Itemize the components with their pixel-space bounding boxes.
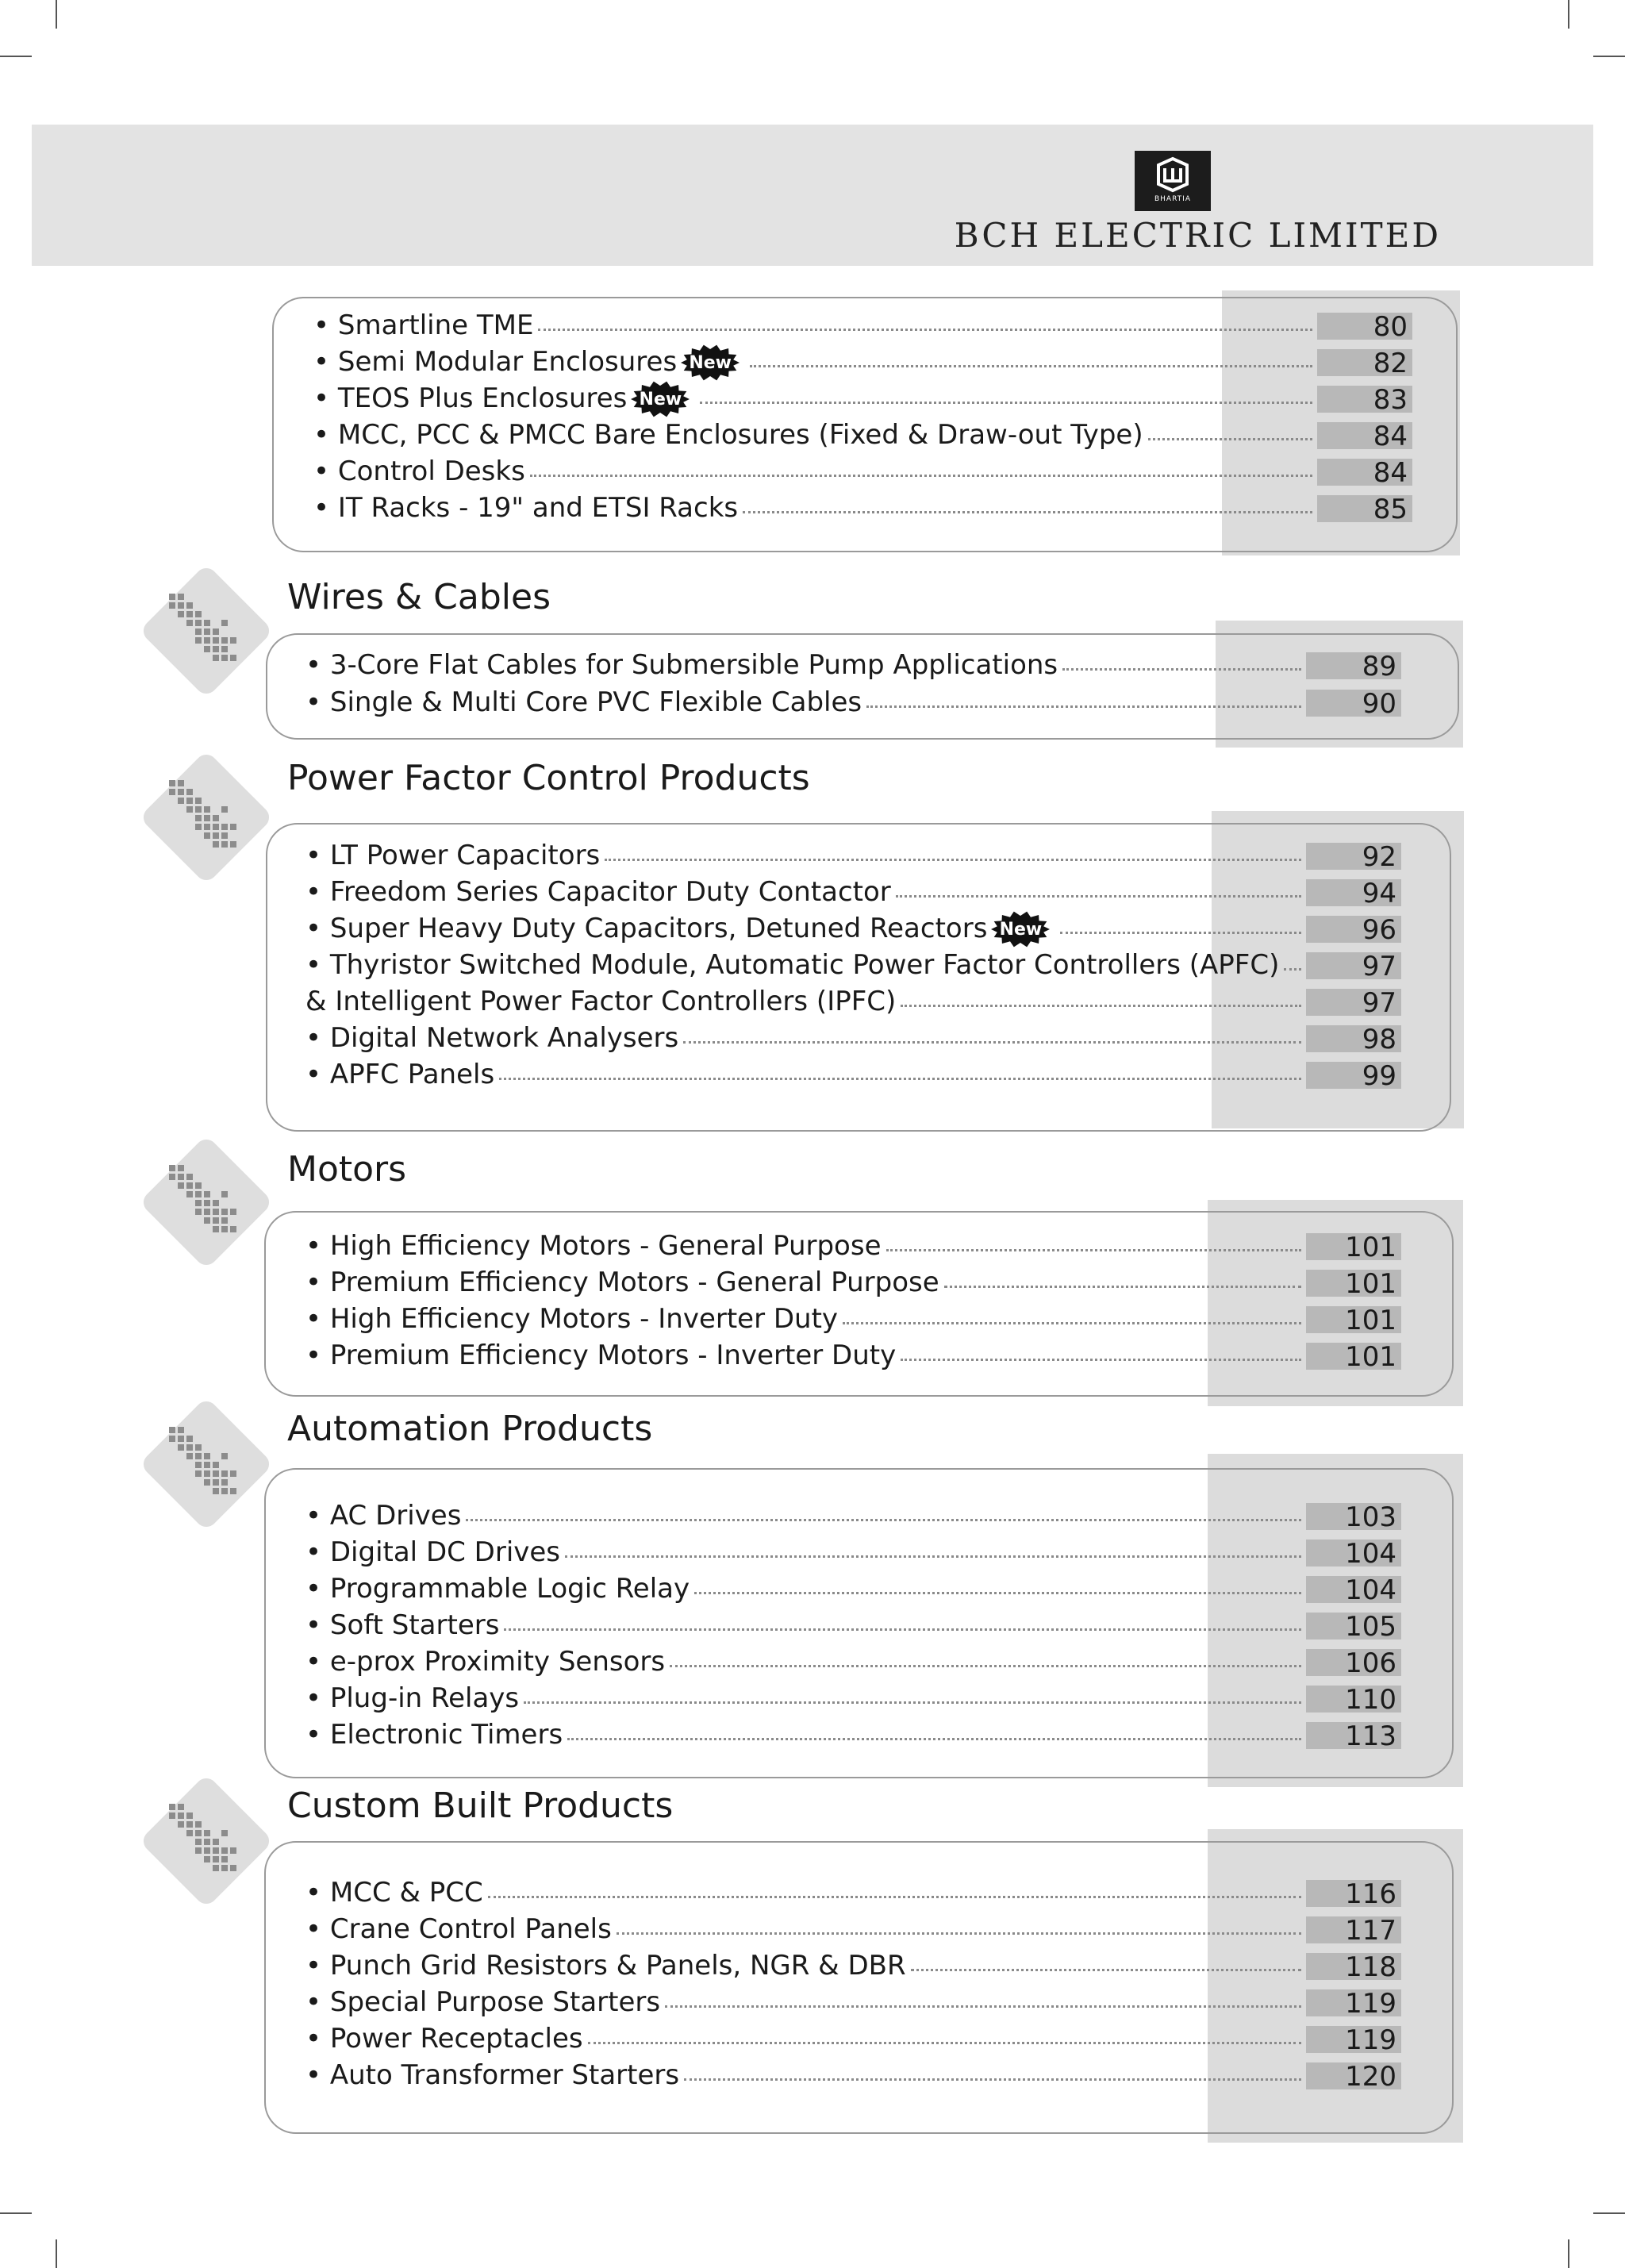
- toc-entry[interactable]: [305, 1340, 1401, 1373]
- dot-leader: [499, 1077, 1301, 1080]
- page-number: 98: [1306, 1025, 1401, 1052]
- page-number: 94: [1306, 879, 1401, 906]
- dot-leader: [896, 894, 1301, 898]
- crop-mark: [1593, 56, 1625, 57]
- dot-leader: [694, 1591, 1301, 1594]
- toc-entry-title: • Single & Multi Core PVC Flexible Cables: [305, 686, 862, 718]
- toc-entry-title: • AC Drives: [305, 1500, 462, 1532]
- page-number: 82: [1317, 349, 1412, 376]
- toc-entry[interactable]: [313, 382, 1412, 416]
- toc-entry[interactable]: [305, 1986, 1401, 2020]
- new-badge: [680, 344, 740, 382]
- page-number: 83: [1317, 386, 1412, 413]
- new-badge: [630, 380, 690, 418]
- crop-mark: [0, 2212, 32, 2214]
- toc-entry-title: • TEOS Plus Enclosures: [313, 382, 628, 414]
- toc-entry-title: • Soft Starters: [305, 1609, 500, 1641]
- dot-leader: [504, 1628, 1301, 1631]
- toc-entry-title: • Plug-in Relays: [305, 1682, 520, 1714]
- crop-mark: [56, 0, 57, 29]
- new-badge-label: New: [639, 390, 682, 409]
- crop-mark: [1568, 2239, 1569, 2268]
- toc-entry-title: • Digital DC Drives: [305, 1536, 561, 1568]
- dot-leader: [911, 1968, 1301, 1971]
- new-badge-label: New: [689, 353, 732, 373]
- dot-leader: [843, 1321, 1301, 1324]
- toc-entry[interactable]: [305, 1719, 1401, 1752]
- toc-entry[interactable]: [305, 1913, 1401, 1947]
- toc-entry[interactable]: [305, 1022, 1401, 1055]
- page-number: 119: [1306, 1989, 1401, 2016]
- toc-entry[interactable]: [305, 1059, 1401, 1092]
- dot-leader: [588, 2041, 1301, 2044]
- dot-leader: [524, 1701, 1301, 1704]
- dot-leader: [567, 1737, 1301, 1740]
- toc-entry-title: • Punch Grid Resistors & Panels, NGR & DBR: [305, 1950, 906, 1982]
- dot-leader: [700, 401, 1312, 404]
- page-number: 120: [1306, 2062, 1401, 2089]
- page-number: 117: [1306, 1916, 1401, 1943]
- page-number: 89: [1306, 652, 1401, 679]
- toc-entry[interactable]: [313, 346, 1412, 379]
- section-title: Automation Products: [287, 1409, 653, 1449]
- page-number: 103: [1306, 1503, 1401, 1530]
- page-number: 104: [1306, 1576, 1401, 1603]
- page-number: 113: [1306, 1722, 1401, 1749]
- crop-mark: [0, 56, 32, 57]
- toc-entry[interactable]: [305, 949, 1401, 982]
- page-number: 106: [1306, 1649, 1401, 1676]
- toc-entry-title: • Semi Modular Enclosures: [313, 346, 678, 378]
- page-number: 118: [1306, 1953, 1401, 1980]
- toc-entry-title: • Digital Network Analysers: [305, 1022, 679, 1054]
- toc-entry-title: • IT Racks - 19" and ETSI Racks: [313, 492, 739, 524]
- toc-entry-title: • High Efficiency Motors - Inverter Duty: [305, 1303, 839, 1335]
- toc-entry[interactable]: [305, 2059, 1401, 2093]
- section-title: Motors: [287, 1149, 407, 1190]
- toc-entry-title: • MCC & PCC: [305, 1877, 483, 1909]
- toc-entry[interactable]: [305, 649, 1401, 682]
- toc-entry[interactable]: [305, 1877, 1401, 1910]
- toc-entry[interactable]: [305, 1950, 1401, 1983]
- toc-entry-title: • Control Desks: [313, 456, 525, 487]
- page-number: 90: [1306, 690, 1401, 717]
- dot-leader: [683, 1040, 1301, 1044]
- dot-leader: [670, 1664, 1301, 1667]
- toc-entry[interactable]: [305, 1303, 1401, 1336]
- section-grid-icon: [163, 1420, 250, 1511]
- page-number: 116: [1306, 1880, 1401, 1907]
- page-number: 101: [1306, 1343, 1401, 1370]
- toc-entry[interactable]: [313, 492, 1412, 525]
- toc-entry[interactable]: [305, 876, 1401, 909]
- toc-entry-title: • High Efficiency Motors - General Purpose: [305, 1230, 882, 1262]
- section-title: Custom Built Products: [287, 1786, 674, 1826]
- toc-entry-title: • 3-Core Flat Cables for Submersible Pump Applications: [305, 649, 1058, 681]
- toc-entry-title: • Premium Efficiency Motors - General Purpose: [305, 1267, 939, 1298]
- toc-entry[interactable]: [305, 840, 1401, 873]
- toc-entry[interactable]: [305, 1609, 1401, 1643]
- toc-entry[interactable]: [305, 2023, 1401, 2056]
- toc-entry[interactable]: [313, 419, 1412, 452]
- page-number: 110: [1306, 1686, 1401, 1713]
- dot-leader: [538, 328, 1312, 331]
- toc-entry-title: • Auto Transformer Starters: [305, 2059, 680, 2091]
- page-number: 105: [1306, 1613, 1401, 1639]
- logo-caption: BHARTIA: [1154, 195, 1191, 203]
- page-number: 101: [1306, 1270, 1401, 1297]
- page-number: 97: [1306, 989, 1401, 1016]
- toc-entry-title: • Special Purpose Starters: [305, 1986, 661, 2018]
- toc-entry-title: • Electronic Timers: [305, 1719, 563, 1751]
- section-grid-icon: [163, 774, 250, 864]
- crop-mark: [1593, 2212, 1625, 2214]
- toc-entry-title: • APFC Panels: [305, 1059, 495, 1090]
- toc-entry-title: • Super Heavy Duty Capacitors, Detuned Reactors: [305, 913, 988, 944]
- section-grid-icon: [163, 587, 250, 678]
- dot-leader: [866, 705, 1301, 708]
- toc-entry[interactable]: [305, 1230, 1401, 1263]
- crop-mark: [1568, 0, 1569, 29]
- dot-leader: [750, 364, 1312, 367]
- dot-leader: [565, 1555, 1301, 1558]
- toc-entry-title: • Crane Control Panels: [305, 1913, 612, 1945]
- dot-leader: [886, 1248, 1302, 1251]
- crop-mark: [56, 2239, 57, 2268]
- dot-leader: [1284, 967, 1301, 971]
- new-badge: [990, 910, 1051, 948]
- page-number: 101: [1306, 1306, 1401, 1333]
- toc-entry-title: • Programmable Logic Relay: [305, 1573, 690, 1605]
- page-number: 97: [1306, 952, 1401, 979]
- toc-entry[interactable]: [305, 1682, 1401, 1716]
- toc-entry[interactable]: [305, 686, 1401, 720]
- toc-entry[interactable]: [313, 309, 1412, 343]
- page-number: 104: [1306, 1540, 1401, 1566]
- page-number: 84: [1317, 459, 1412, 486]
- dot-leader: [743, 510, 1312, 513]
- dot-leader: [1148, 437, 1312, 440]
- dot-leader: [617, 1932, 1301, 1935]
- toc-entry[interactable]: [305, 913, 1401, 946]
- toc-entry[interactable]: [305, 1573, 1401, 1606]
- page-number: 101: [1306, 1233, 1401, 1260]
- company-logo: [1135, 151, 1211, 211]
- toc-entry[interactable]: [305, 1267, 1401, 1300]
- toc-entry-title: • LT Power Capacitors: [305, 840, 601, 871]
- page-number: 96: [1306, 916, 1401, 943]
- dot-leader: [901, 1358, 1301, 1361]
- toc-entry[interactable]: [305, 1646, 1401, 1679]
- toc-entry-title: • Premium Efficiency Motors - Inverter Duty: [305, 1340, 897, 1371]
- page-number: 85: [1317, 495, 1412, 522]
- section-grid-icon: [163, 1797, 250, 1888]
- toc-entry-title: • Freedom Series Capacitor Duty Contactor: [305, 876, 891, 908]
- company-name: BCH ELECTRIC LIMITED: [954, 216, 1441, 255]
- dot-leader: [1060, 931, 1301, 934]
- dot-leader: [530, 474, 1312, 477]
- section-title: Wires & Cables: [287, 577, 551, 617]
- dot-leader: [665, 2005, 1301, 2008]
- page-number: 99: [1306, 1062, 1401, 1089]
- toc-entry-title: • e-prox Proximity Sensors: [305, 1646, 666, 1678]
- toc-entry[interactable]: [305, 1536, 1401, 1570]
- page-number: 92: [1306, 843, 1401, 870]
- toc-entry[interactable]: [313, 456, 1412, 489]
- toc-entry-title: & Intelligent Power Factor Controllers (IPFC): [305, 986, 897, 1017]
- new-badge-label: New: [999, 920, 1043, 940]
- logo-mark-icon: [1149, 156, 1197, 194]
- page-number: 80: [1317, 313, 1412, 340]
- section-title: Power Factor Control Products: [287, 758, 810, 798]
- dot-leader: [605, 858, 1301, 861]
- toc-entry-title: • MCC, PCC & PMCC Bare Enclosures (Fixed & Draw-out Type): [313, 419, 1143, 451]
- dot-leader: [901, 1004, 1301, 1007]
- toc-entry[interactable]: [305, 1500, 1401, 1533]
- dot-leader: [1062, 667, 1301, 671]
- dot-leader: [944, 1285, 1301, 1288]
- toc-entry-title: • Thyristor Switched Module, Automatic Power Factor Controllers (APFC): [305, 949, 1280, 981]
- toc-entry-title: • Power Receptacles: [305, 2023, 583, 2055]
- toc-entry-title: • Smartline TME: [313, 309, 534, 341]
- section-grid-icon: [163, 1159, 250, 1249]
- page-number: 84: [1317, 422, 1412, 449]
- dot-leader: [684, 2078, 1301, 2081]
- toc-entry[interactable]: [305, 986, 1401, 1019]
- dot-leader: [488, 1895, 1301, 1898]
- page-number: 119: [1306, 2026, 1401, 2053]
- dot-leader: [466, 1518, 1301, 1521]
